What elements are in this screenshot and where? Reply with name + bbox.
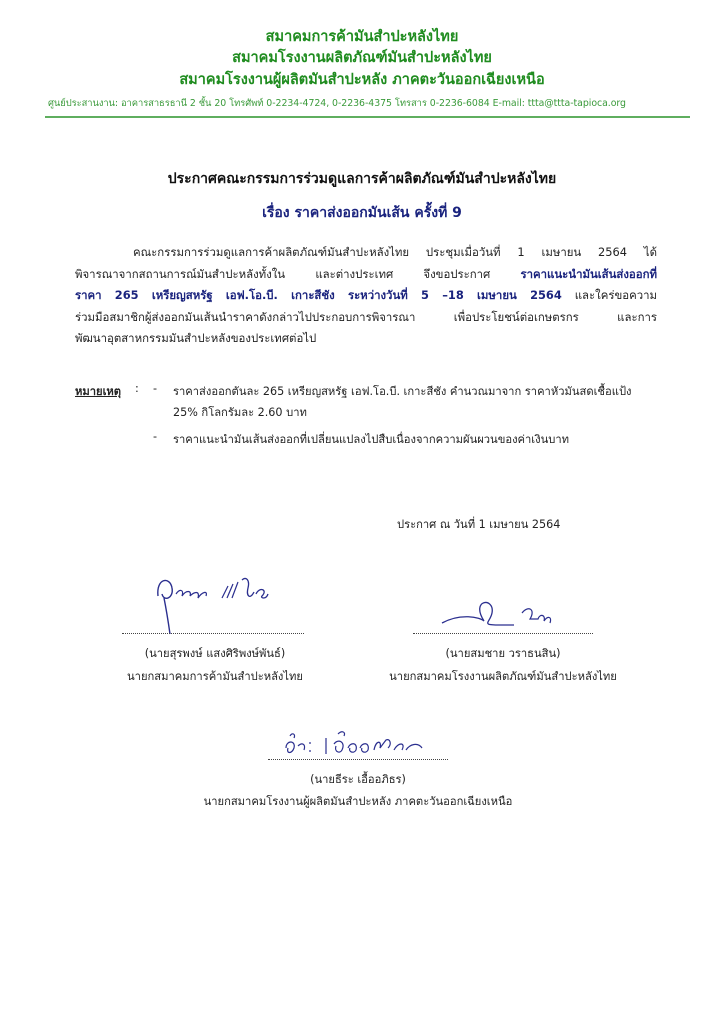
contact-info: ศูนย์ประสานงาน: อาคารสาธรธานี 2 ชั้น 20 โทรศัพท์ 0-2234-4724, 0-2236-4375 โทรสาร 0-2236-6084 E-mail: ttta@ttta-tapioca.org [48,98,626,109]
signature-1-icon [150,568,280,638]
signature-line-1 [122,633,304,634]
signature-line-2 [413,633,593,634]
signature-2-icon [440,595,560,635]
signatory-2-name: (นายสมชาย วราธนสิน) [445,647,561,660]
body-line-3-text: และใคร่ขอความ [561,288,657,302]
body-line-4: ร่วมมือสมาชิกผู้ส่งออกมันเส้นนำราคาดังกล่าวไปประกอบการพิจารณา เพื่อประโยชน์ต่อเกษตรกร และการ [75,309,657,324]
body-line-1: คณะกรรมการร่วมดูแลการค้าผลิตภัณฑ์มันสำปะหลังไทย ประชุมเมื่อวันที่ 1 เมษายน 2564 ได้ [133,245,657,259]
signatory-1-name: (นายสุรพงษ์ แสงศิริพงษ์พันธ์) [144,647,286,660]
body-paragraph [75,242,657,350]
announcement-subject: เรื่อง ราคาส่งออกมันเส้น ครั้งที่ 9 [262,205,462,221]
body-line-2 [75,264,657,286]
note-item-1-text: ราคาส่งออกตันละ 265 เหรียญสหรัฐ เอฟ.โอ.บี. เกาะสีชัง คำนวณมาจาก ราคาหัวมันสดเชื้อแป้ง [173,385,632,398]
note-item-2-text: ราคาแนะนำมันเส้นส่งออกที่เปลี่ยนแปลงไปสืบเนื่องจากความผันผวนของค่าเงินบาท [173,433,569,446]
body-line-5: พัฒนาอุตสาหกรรมมันสำปะหลังของประเทศต่อไป [75,331,317,345]
note-item-1-continuation: 25% กิโลกรัมละ 2.60 บาท [173,406,307,419]
note-bullet-dash: - [153,382,158,395]
recommended-price-highlight: ราคาแนะนำมันเส้นส่งออกที่ [520,266,657,281]
note-bullet-dash: - [153,430,158,443]
signatory-1-position: นายกสมาคมการค้ามันสำปะหลังไทย [127,670,303,683]
signature-line-3 [268,759,448,760]
notes-colon: : [135,382,139,395]
price-period-highlight: ราคา 265 เหรียญสหรัฐ เอฟ.โอ.บี. เกาะสีชัง ระหว่างวันที่ 5 –18 เมษายน 2564 [75,288,562,302]
header-divider [45,116,690,118]
org-name-1: สมาคมการค้ามันสำปะหลังไทย [265,29,459,45]
body-line-3 [75,285,657,307]
signatory-3-name: (นายธีระ เอื้ออภิธร) [310,773,406,786]
org-name-2: สมาคมโรงงานผลิตภัณฑ์มันสำปะหลังไทย [232,50,492,66]
signatory-3-position: นายกสมาคมโรงงานผู้ผลิตมันสำปะหลัง ภาคตะวันออกเฉียงเหนือ [203,795,513,808]
announcement-title: ประกาศคณะกรรมการร่วมดูแลการค้าผลิตภัณฑ์มันสำปะหลังไทย [167,171,557,187]
signatory-2-position: นายกสมาคมโรงงานผลิตภัณฑ์มันสำปะหลังไทย [389,670,617,683]
org-name-3: สมาคมโรงงานผู้ผลิตมันสำปะหลัง ภาคตะวันออกเฉียงเหนือ [179,72,545,88]
signature-3-icon [282,728,432,760]
notes-label: หมายเหตุ [75,385,122,398]
body-line-2-text: พิจารณาจากสถานการณ์มันสำปะหลังทั้งใน และต่างประเทศ จึงขอประกาศ [75,266,521,281]
announcement-date: ประกาศ ณ วันที่ 1 เมษายน 2564 [397,518,561,531]
